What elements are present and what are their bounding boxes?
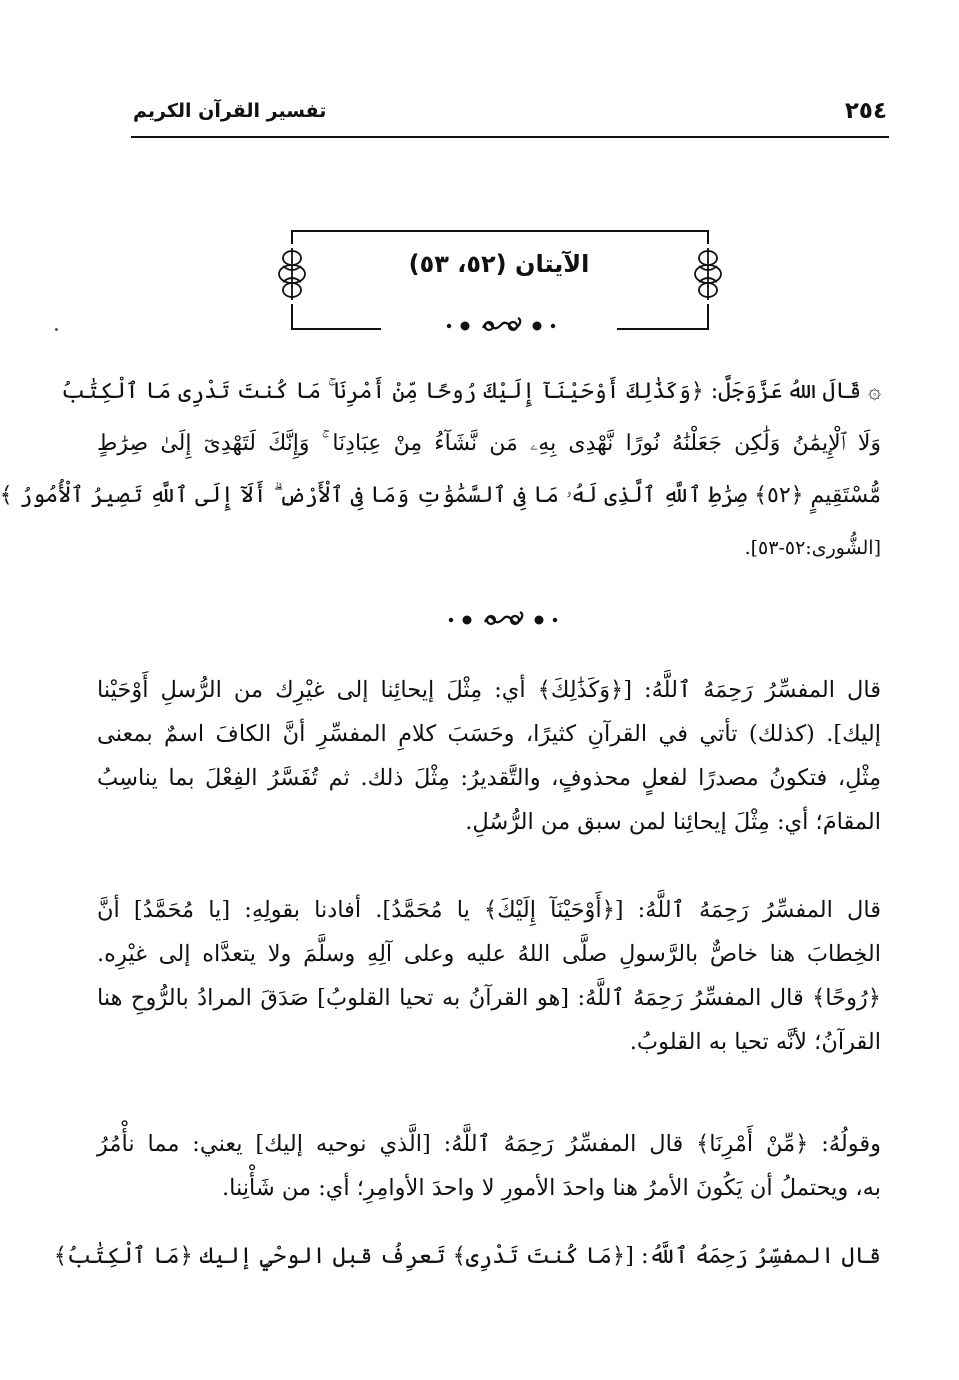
commentary-paragraph (97, 668, 881, 844)
divider-ornament-icon (441, 316, 561, 336)
paragraph-line: الخِطابَ هنا خاصٌّ بالرَّسولِ صلَّى اللهُ عليه وعلى آلِهِ وسلَّمَ ولا يتعدَّاه إلى غيْرِه. (97, 941, 881, 967)
commentary-paragraph (97, 888, 881, 1064)
paragraph-line: وقولُهُ: ﴿مِّنْ أَمْرِنَا﴾ قال المفسِّرُ رَحِمَهُ ٱللَّهُ: [الَّذي نوحيه إليك] يعني: مما نأْمُرُ (97, 1131, 881, 1157)
commentary-paragraph (53, 1234, 881, 1278)
paragraph-line: مِثْلِ، فتكونُ مصدرًا لفعلٍ محذوفٍ، والتَّقديرُ: مِثْلَ ذلك. ثم تُفَسَّرُ الفِعْلَ بما يناسِبُ (97, 765, 881, 791)
paragraph-line: قال المفسِّرُ رَحِمَهُ ٱللَّهُ: [﴿أَوْحَيْنَآ إِلَيْكَ﴾ يا مُحَمَّدُ]. أفادنا بقولِهِ: [يا مُحَمَّدُ] أنَّ (97, 897, 881, 923)
commentary-paragraph (97, 1122, 881, 1210)
paragraph-line: به، ويحتملُ أن يَكُونَ الأمرُ هنا واحدَ الأمورِ لا واحدَ الأوامِرِ؛ أي: من شَأْنِنا. (221, 1175, 881, 1201)
frame-top-rule (291, 230, 709, 232)
paragraph-line: قال المفسِّرُ رَحِمَهُ ٱللَّهُ: [﴿وَكَذَٰلِكَ﴾ أي: مِثْلَ إيحائِنا إلى غيْرِك من الرُّسلِ أَوْحَيْنا (97, 677, 881, 703)
book-title: تفسير القرآن الكريم (133, 100, 327, 122)
divider-ornament-icon (443, 610, 563, 630)
frame-left-upper-rule (291, 230, 293, 244)
paragraph-line: ﴿رُوحًا﴾ قال المفسِّرُ رَحِمَهُ ٱللَّهُ: [هو القرآنُ به تحيا القلوبُ] صَدَقَ المرادُ بالرُّوحِ هنا (97, 985, 881, 1011)
verse-line: مُّسْتَقِيمٍ ﴿٥٢﴾ صِرَٰطِ ٱللَّهِ ٱلَّذِى لَهُۥ مَا فِى ٱلسَّمَٰوَٰتِ وَمَا فِى ٱلْأَرْضِ ۗ أَلَآ إِلَى ٱللَّهِ تَصِيرُ ٱلْأُمُورُ ﴾ (0, 483, 881, 508)
verse-reference: [الشُّورى:٥٢-٥٣]. (744, 537, 881, 559)
knot-ornament-icon (277, 244, 307, 304)
knot-ornament-icon (693, 244, 723, 304)
frame-bottom-left-rule (291, 328, 381, 330)
section-title: الآيتان (٥٢، ٥٣) (408, 250, 590, 278)
frame-right-lower-rule (707, 304, 709, 329)
page-number: ٢٥٤ (844, 98, 887, 124)
verse-line: وَلَا ٱلْإِيمَٰنُ وَلَٰكِن جَعَلْنَٰهُ نُورًا نَّهْدِى بِهِۦ مَن نَّشَآءُ مِنْ عِبَادِنَا ۚ وَإِنَّكَ لَتَهْدِىٓ إِلَىٰ صِرَٰطٍ (97, 431, 881, 456)
paragraph-line: القرآنُ؛ لأنَّه تحيا به القلوبُ. (629, 1029, 881, 1055)
margin-mark (55, 328, 58, 331)
running-header (131, 96, 889, 138)
frame-bottom-right-rule (617, 328, 709, 330)
frame-left-lower-rule (291, 304, 293, 329)
verse-line: ۞ قَالَ اللهُ عَزَّوَجَلَّ: ﴿وَكَذَٰلِكَ أَوْحَيْنَآ إِلَيْكَ رُوحًا مِّنْ أَمْرِنَا ۚ مَا كُنتَ تَدْرِى مَا ٱلْكِتَٰبُ (61, 379, 881, 404)
paragraph-line: قال المفسِّرُ رَحِمَهُ ٱللَّهُ: [﴿مَا كُنتَ تَدْرِى﴾ تَعرِفُ قبل الوحْيِ إليك ﴿مَا ٱلْكِتَٰبُ﴾ (53, 1243, 881, 1269)
paragraph-line: إليك]. (كذلك) تأتي في القرآنِ كثيرًا، وحَسَبَ كلامِ المفسِّرِ أنَّ الكافَ اسمٌ بمعنى (97, 721, 881, 747)
paragraph-line: المقامَ؛ أي: مِثْلَ إيحائِنا لمن سبق من الرُّسُلِ. (465, 809, 881, 835)
frame-right-upper-rule (707, 230, 709, 244)
verse-block (0, 366, 881, 574)
